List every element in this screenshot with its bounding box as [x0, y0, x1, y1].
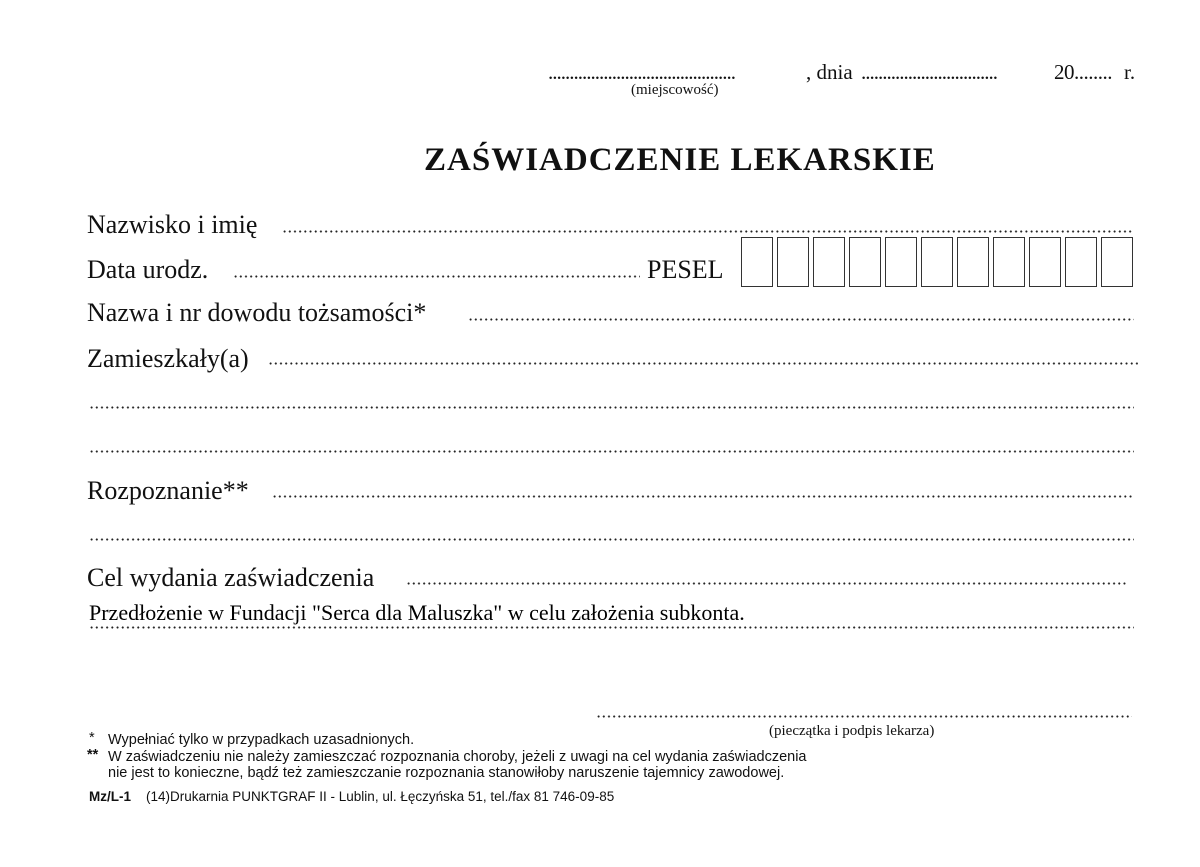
pesel-digit-box[interactable] [849, 237, 881, 287]
year-suffix: r. [1124, 60, 1136, 84]
pesel-boxes[interactable] [741, 237, 1137, 287]
pesel-digit-box[interactable] [993, 237, 1025, 287]
pesel-digit-box[interactable] [777, 237, 809, 287]
pesel-digit-box[interactable] [921, 237, 953, 287]
printer-info: (14)Drukarnia PUNKTGRAF II - Lublin, ul. Łęczyńska 51, tel./fax 81 746-09-85 [146, 789, 615, 804]
pesel-digit-box[interactable] [813, 237, 845, 287]
residence-dots[interactable] [268, 362, 1138, 365]
signature-caption: (pieczątka i podpis lekarza) [769, 723, 935, 739]
purpose-dots[interactable] [406, 582, 1128, 585]
year-field[interactable]: 20........ [1054, 60, 1112, 84]
pesel-digit-box[interactable] [885, 237, 917, 287]
name-label: Nazwisko i imię [87, 210, 258, 239]
residence-label: Zamieszkały(a) [87, 344, 249, 373]
pesel-digit-box[interactable] [1029, 237, 1061, 287]
pesel-digit-box[interactable] [957, 237, 989, 287]
residence-line-2[interactable] [89, 406, 1134, 409]
footnote-1-mark: * [89, 730, 95, 746]
pesel-digit-box[interactable] [1101, 237, 1133, 287]
date-field[interactable]: ................................ [861, 60, 997, 84]
form-code: Mz/L-1 [89, 789, 131, 804]
diagnosis-label: Rozpoznanie** [87, 476, 249, 505]
birth-dots[interactable] [233, 275, 640, 278]
place-field[interactable]: ............................................ [548, 60, 735, 84]
footnote-2-mark: ** [87, 747, 99, 763]
pesel-label: PESEL [647, 255, 724, 284]
footnote-1: Wypełniać tylko w przypadkach uzasadnionych. [108, 732, 415, 748]
footnote-2-line-1: W zaświadczeniu nie należy zamieszczać rozpoznania choroby, jeżeli z uwagi na cel wydania zaświadczenia [108, 749, 807, 765]
diagnosis-line-2[interactable] [89, 538, 1134, 541]
birth-label: Data urodz. [87, 255, 209, 284]
footnote-2-line-2: nie jest to konieczne, bądź też zamieszczanie rozpoznania stanowiłoby naruszenie tajemnicy zawodowej. [108, 765, 785, 781]
pesel-digit-box[interactable] [1065, 237, 1097, 287]
date-label: , dnia [806, 60, 853, 84]
id-doc-label: Nazwa i nr dowodu tożsamości* [87, 298, 427, 327]
name-dots[interactable] [282, 230, 1134, 233]
signature-dots[interactable] [596, 715, 1132, 718]
pesel-digit-box[interactable] [741, 237, 773, 287]
diagnosis-dots[interactable] [272, 495, 1134, 498]
place-caption: (miejscowość) [631, 82, 719, 98]
purpose-value[interactable]: Przedłożenie w Fundacji "Serca dla Maluszka" w celu założenia subkonta. [89, 600, 745, 625]
purpose-label: Cel wydania zaświadczenia [87, 563, 375, 592]
residence-line-3[interactable] [89, 450, 1134, 453]
document-title: ZAŚWIADCZENIE LEKARSKIE [424, 142, 936, 178]
purpose-line-2[interactable] [89, 626, 1134, 629]
id-doc-dots[interactable] [468, 318, 1134, 321]
